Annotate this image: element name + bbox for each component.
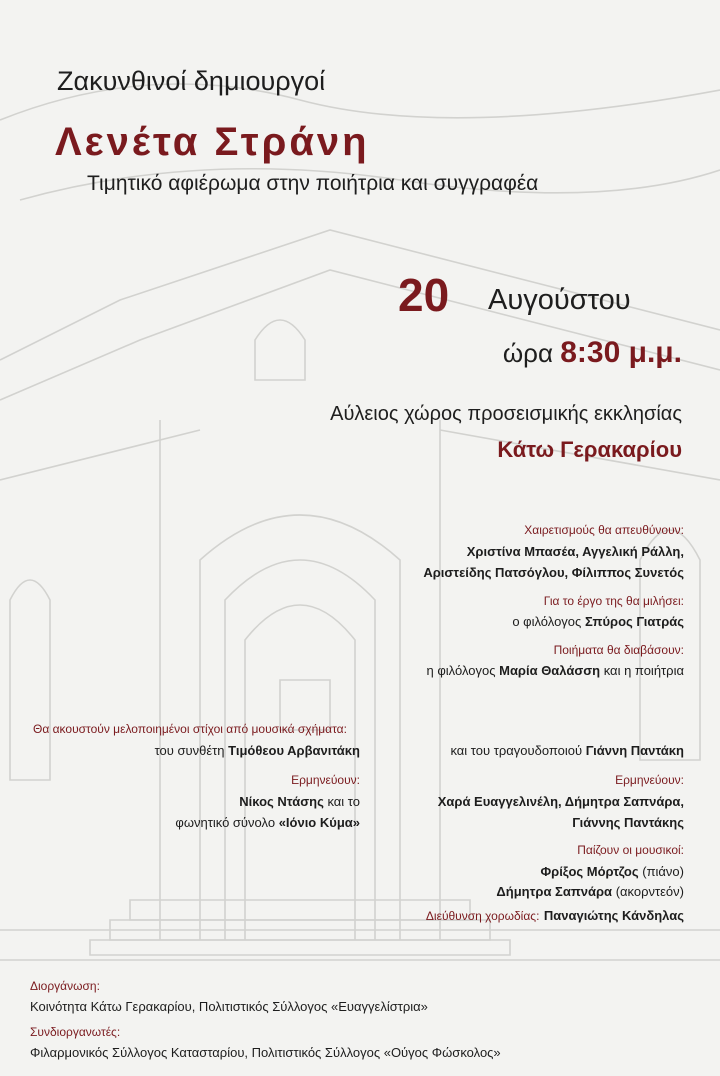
venue-line1: Αύλειος χώρος προσεισμικής εκκλησίας: [330, 403, 682, 425]
event-month: Αυγούστου: [488, 284, 631, 316]
organizers-label: Διοργάνωση:: [30, 979, 100, 993]
musician-1-line: [540, 864, 684, 879]
poems-prefix: η φιλόλογος: [426, 663, 496, 678]
left-performer-mid: και το: [327, 794, 360, 809]
greetings-line1: Χριστίνα Μπασέα, Αγγελική Ράλλη,: [466, 544, 684, 559]
songwriter-line: [450, 743, 684, 758]
speaker-name: Σπύρος Γιατράς: [584, 614, 684, 629]
event-time: [503, 336, 682, 370]
coorganizers-label: Συνδιοργανωτές:: [30, 1025, 121, 1039]
honoree-name: Λενέτα Στράνη: [55, 120, 370, 164]
poems-label: Ποιήματα θα διαβάσουν:: [553, 643, 684, 657]
musicians-label: Παίζουν οι μουσικοί:: [577, 843, 684, 857]
choir-label: Διεύθυνση χορωδίας:: [425, 909, 540, 923]
right-performers-line2: Γιάννης Παντάκης: [572, 815, 684, 830]
musician-2-name: Δήμητρα Σαπνάρα: [496, 884, 613, 899]
greetings-line2: Αριστείδης Πατσόγλου, Φίλιππος Συνετός: [423, 565, 684, 580]
venue-line2: Κάτω Γερακαρίου: [497, 437, 682, 462]
vocal-group-line: [175, 815, 360, 830]
event-day: 20: [398, 269, 450, 321]
left-performers-label: Ερμηνεύουν:: [291, 773, 360, 787]
poems-line: [427, 663, 685, 678]
coorganizers-text: Φιλαρμονικός Σύλλογος Κατασταρίου, Πολιτιστικός Σύλλογος «Ούγος Φώσκολος»: [30, 1045, 501, 1060]
time-value: 8:30 μ.μ.: [560, 336, 682, 369]
vocal-group-prefix: φωνητικό σύνολο: [175, 815, 276, 830]
right-performers-line1: Χαρά Ευαγγελινέλη, Δήμητρα Σαπνάρα,: [437, 794, 684, 809]
choir-line: [426, 907, 684, 925]
composer-prefix: του συνθέτη: [154, 743, 225, 758]
series-title: Ζακυνθινοί δημιουργοί: [57, 66, 326, 96]
music-label: Θα ακουστούν μελοποιημένοι στίχοι από μουσικά σχήματα:: [33, 722, 347, 736]
songwriter-prefix: και του τραγουδοποιού: [450, 743, 583, 758]
poems-suffix: και η ποιήτρια: [603, 663, 684, 678]
composer-line: [155, 743, 360, 758]
left-performer-line: [239, 794, 360, 809]
vocal-group-name: «Ιόνιο Κύμα»: [278, 815, 360, 830]
musician-2-role: (ακορντεόν): [615, 884, 684, 899]
musician-1-name: Φρίξος Μόρτζος: [540, 864, 639, 879]
poems-reader-name: Μαρία Θαλάσση: [499, 663, 601, 678]
songwriter-name: Γιάννη Παντάκη: [585, 743, 684, 758]
event-subtitle: Τιμητικό αφιέρωμα στην ποιήτρια και συγγραφέα: [87, 172, 539, 195]
choir-director-name: Παναγιώτης Κάνδηλας: [543, 908, 684, 923]
greetings-label: Χαιρετισμούς θα απευθύνουν:: [524, 523, 684, 537]
musician-1-role: (πιάνο): [642, 864, 684, 879]
organizers-text: Κοινότητα Κάτω Γερακαρίου, Πολιτιστικός Σύλλογος «Ευαγγελίστρια»: [30, 999, 428, 1014]
speaker-label: Για το έργο της θα μιλήσει:: [543, 594, 684, 608]
time-prefix: ώρα: [502, 338, 553, 368]
musician-2-line: [496, 884, 684, 899]
speaker-line: [512, 614, 684, 629]
right-performers-label: Ερμηνεύουν:: [615, 773, 684, 787]
speaker-prefix: ο φιλόλογος: [512, 614, 582, 629]
left-performer-name: Νίκος Ντάσης: [239, 794, 324, 809]
composer-name: Τιμόθεου Αρβανιτάκη: [228, 743, 360, 758]
